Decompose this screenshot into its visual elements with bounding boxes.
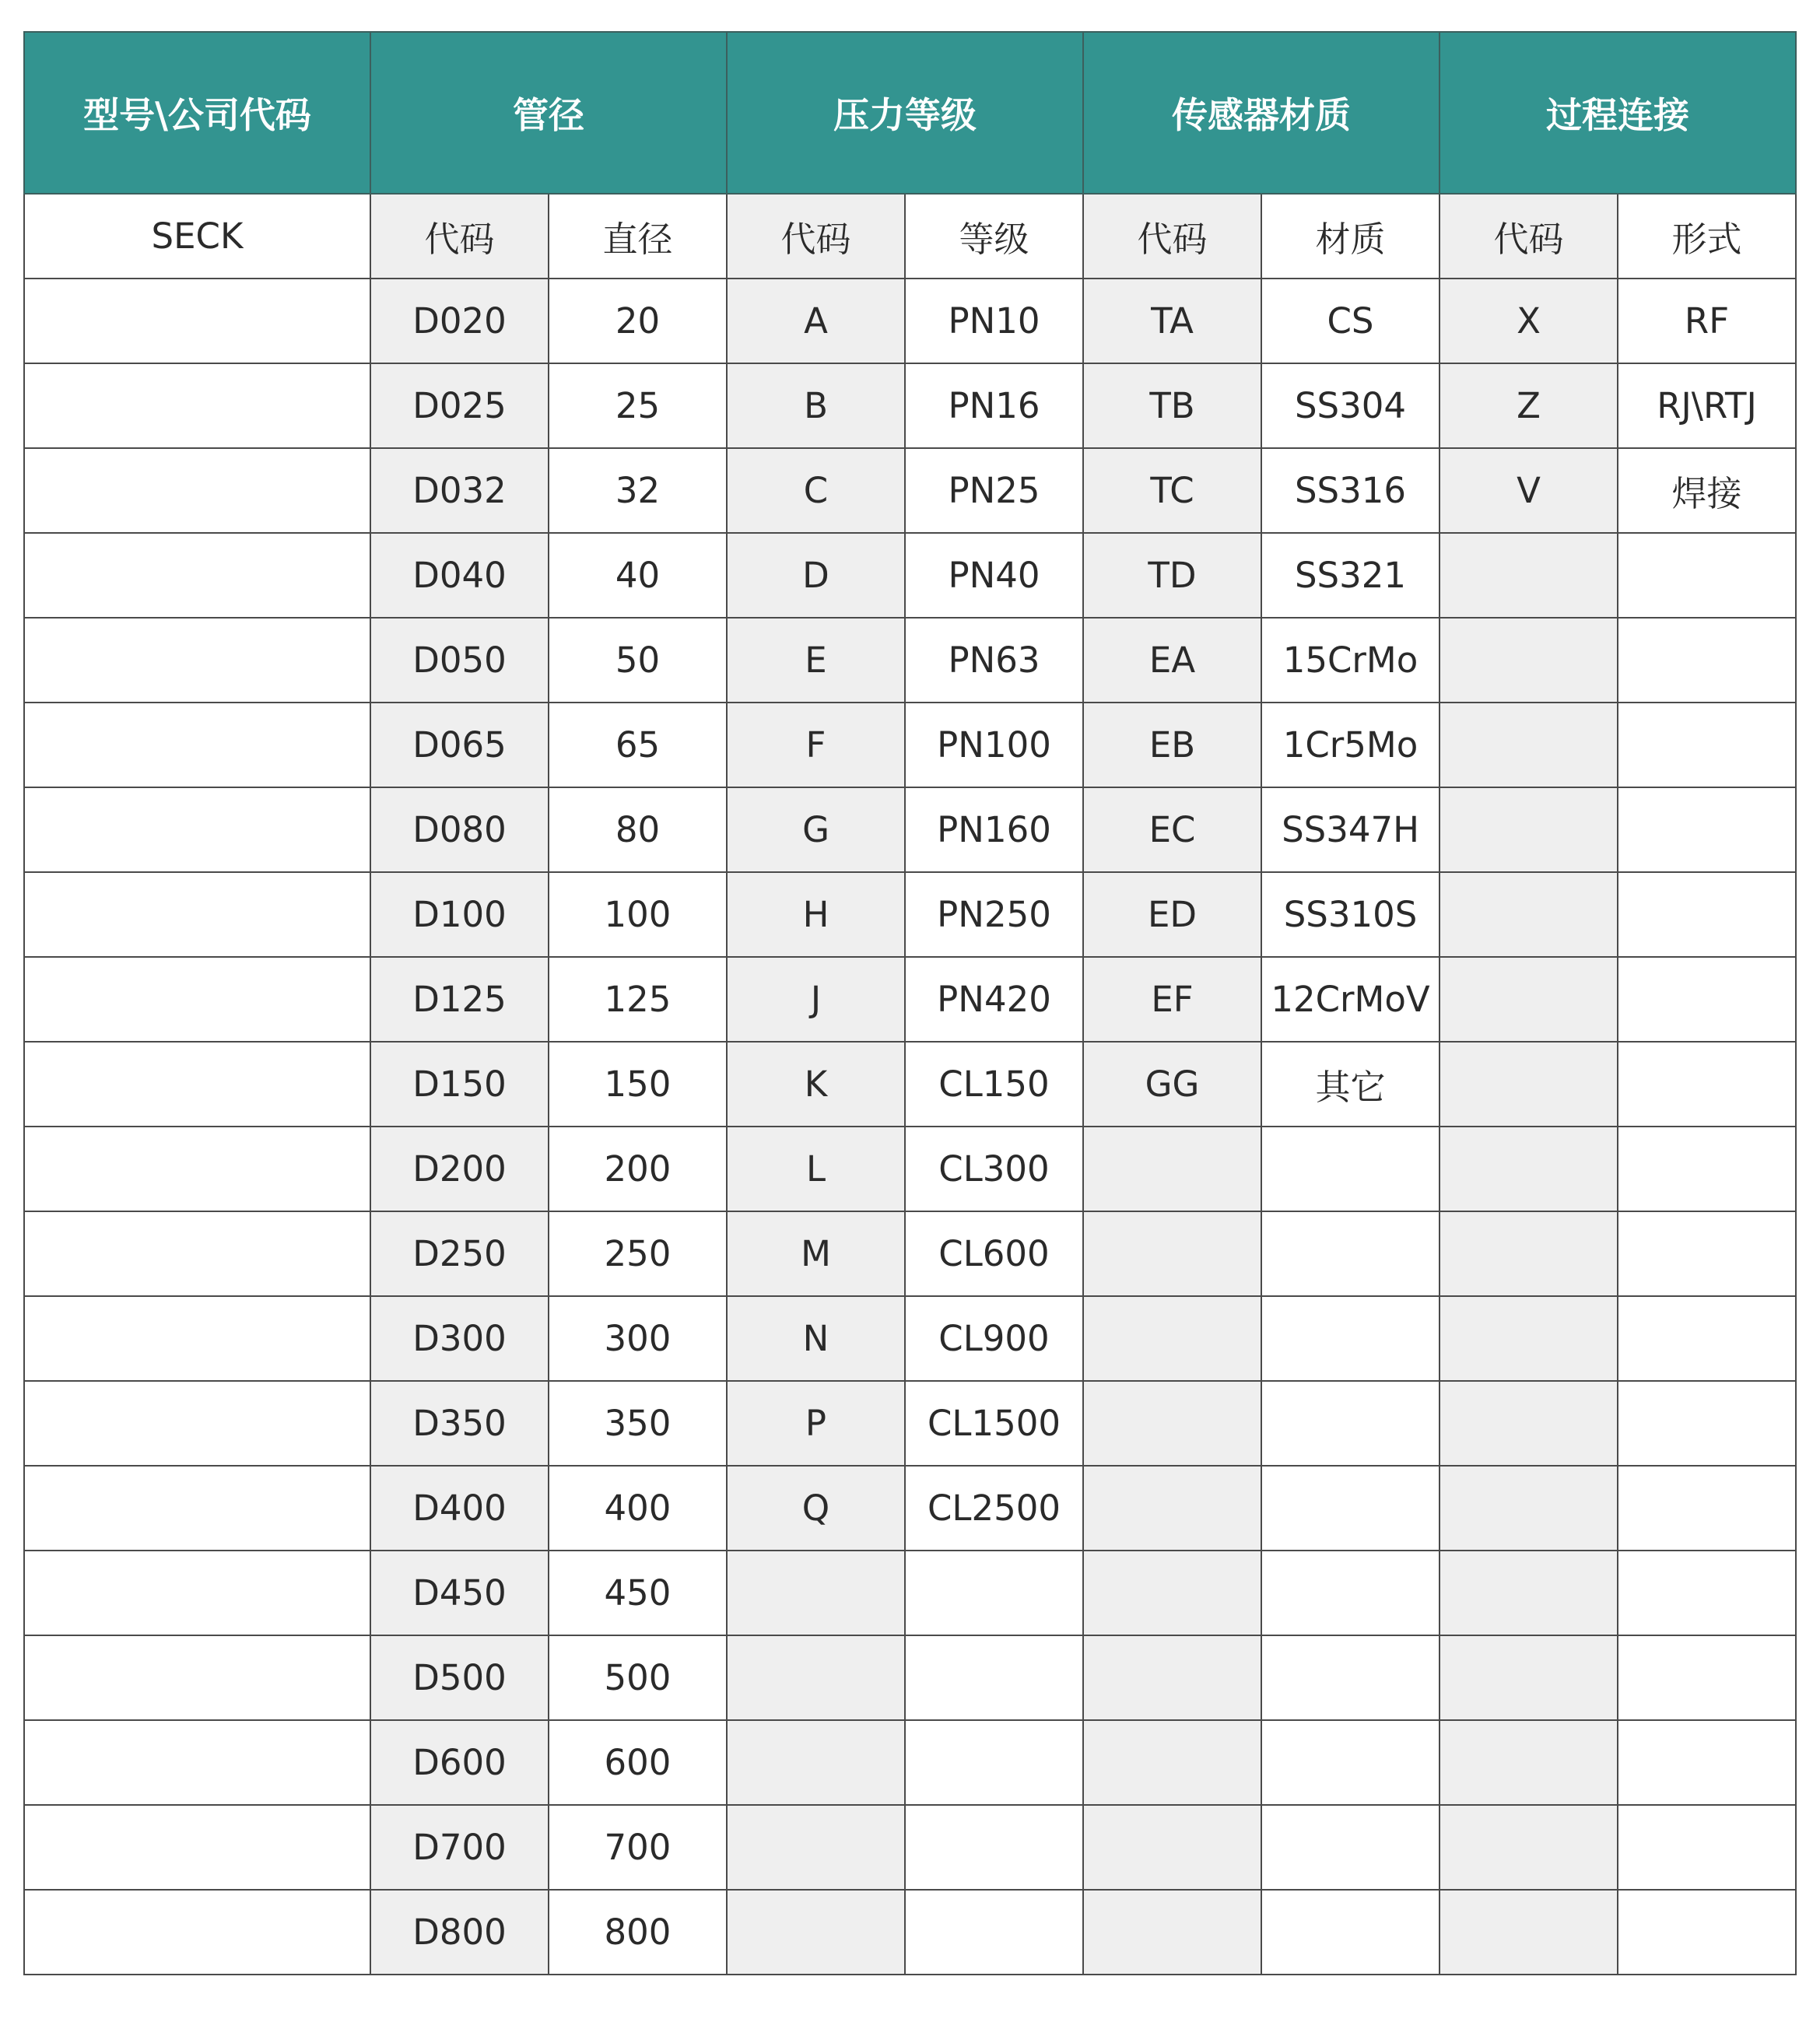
connection-code-cell [1440, 1211, 1618, 1296]
pressure-rating-cell: PN40 [905, 533, 1083, 618]
pressure-rating-cell [905, 1551, 1083, 1635]
connection-code-cell [1440, 1551, 1618, 1635]
table-row [24, 872, 1796, 957]
model-empty-cell [24, 448, 370, 533]
table-row [24, 1042, 1796, 1127]
material-cell [1261, 1720, 1440, 1805]
pressure-code-cell: K [727, 1042, 905, 1127]
material-code-cell [1083, 1381, 1261, 1466]
model-empty-cell [24, 1042, 370, 1127]
connection-code-cell [1440, 872, 1618, 957]
pipe-code-cell: D125 [370, 957, 549, 1042]
material-cell [1261, 1381, 1440, 1466]
material-cell [1261, 1127, 1440, 1211]
table-row [24, 1127, 1796, 1211]
pressure-code-cell: H [727, 872, 905, 957]
material-cell [1261, 1466, 1440, 1551]
pressure-rating-cell: CL300 [905, 1127, 1083, 1211]
table-row [24, 1551, 1796, 1635]
material-cell: SS347H [1261, 787, 1440, 872]
connection-type-cell [1618, 1381, 1796, 1466]
material-cell: SS310S [1261, 872, 1440, 957]
pipe-code-cell: D800 [370, 1890, 549, 1975]
pressure-code-cell: B [727, 363, 905, 448]
material-cell: 12CrMoV [1261, 957, 1440, 1042]
connection-code-cell [1440, 957, 1618, 1042]
table-row [24, 1635, 1796, 1720]
connection-code-cell [1440, 1466, 1618, 1551]
diameter-cell: 500 [549, 1635, 727, 1720]
pipe-code-cell: D150 [370, 1042, 549, 1127]
connection-code-cell: V [1440, 448, 1618, 533]
diameter-cell: 20 [549, 279, 727, 363]
pipe-code-cell: D065 [370, 703, 549, 787]
pipe-code-cell: D040 [370, 533, 549, 618]
pressure-code-cell [727, 1551, 905, 1635]
connection-code-cell [1440, 1720, 1618, 1805]
pipe-code-cell: D450 [370, 1551, 549, 1635]
model-empty-cell [24, 1890, 370, 1975]
model-empty-cell [24, 533, 370, 618]
pipe-code-cell: D400 [370, 1466, 549, 1551]
diameter-cell: 40 [549, 533, 727, 618]
material-cell: 1Cr5Mo [1261, 703, 1440, 787]
table-row [24, 363, 1796, 448]
connection-type-cell [1618, 1890, 1796, 1975]
connection-type-cell [1618, 1466, 1796, 1551]
pressure-rating-cell: CL150 [905, 1042, 1083, 1127]
model-empty-cell [24, 703, 370, 787]
material-code-cell: EF [1083, 957, 1261, 1042]
pressure-rating-cell: PN420 [905, 957, 1083, 1042]
material-code-cell: TB [1083, 363, 1261, 448]
pressure-code-cell [727, 1805, 905, 1890]
model-empty-cell [24, 1381, 370, 1466]
table-row [24, 618, 1796, 703]
model-empty-cell [24, 1805, 370, 1890]
pipe-code-cell: D350 [370, 1381, 549, 1466]
diameter-cell: 450 [549, 1551, 727, 1635]
sub-header-connection-code: 代码 [1440, 194, 1618, 279]
material-code-cell: EC [1083, 787, 1261, 872]
sub-header-row [24, 194, 1796, 279]
material-cell [1261, 1296, 1440, 1381]
table-row [24, 703, 1796, 787]
model-empty-cell [24, 1551, 370, 1635]
model-empty-cell [24, 1466, 370, 1551]
header-process-connection: 过程连接 [1440, 32, 1796, 194]
pipe-code-cell: D025 [370, 363, 549, 448]
material-code-cell [1083, 1296, 1261, 1381]
pipe-code-cell: D200 [370, 1127, 549, 1211]
model-empty-cell [24, 618, 370, 703]
pressure-code-cell: G [727, 787, 905, 872]
pressure-code-cell: E [727, 618, 905, 703]
diameter-cell: 800 [549, 1890, 727, 1975]
pressure-rating-cell [905, 1805, 1083, 1890]
sub-header-pressure-rating: 等级 [905, 194, 1083, 279]
table-row [24, 1296, 1796, 1381]
pressure-rating-cell: PN160 [905, 787, 1083, 872]
connection-type-cell [1618, 1720, 1796, 1805]
sub-header-pipe-code: 代码 [370, 194, 549, 279]
table-row [24, 1466, 1796, 1551]
diameter-cell: 350 [549, 1381, 727, 1466]
connection-code-cell [1440, 1635, 1618, 1720]
model-empty-cell [24, 279, 370, 363]
pressure-code-cell: P [727, 1381, 905, 1466]
connection-type-cell [1618, 703, 1796, 787]
material-code-cell [1083, 1551, 1261, 1635]
model-empty-cell [24, 363, 370, 448]
connection-code-cell [1440, 1296, 1618, 1381]
table-row [24, 957, 1796, 1042]
pressure-rating-cell: CL600 [905, 1211, 1083, 1296]
table-row [24, 1720, 1796, 1805]
pressure-code-cell: A [727, 279, 905, 363]
table-row [24, 533, 1796, 618]
material-cell: CS [1261, 279, 1440, 363]
model-empty-cell [24, 1720, 370, 1805]
pressure-code-cell: J [727, 957, 905, 1042]
connection-type-cell [1618, 1211, 1796, 1296]
model-code-cell: SECK [24, 194, 370, 279]
pressure-code-cell: C [727, 448, 905, 533]
pressure-rating-cell [905, 1720, 1083, 1805]
pipe-code-cell: D100 [370, 872, 549, 957]
material-cell [1261, 1805, 1440, 1890]
material-code-cell: TA [1083, 279, 1261, 363]
pressure-rating-cell [905, 1890, 1083, 1975]
material-code-cell [1083, 1890, 1261, 1975]
pressure-rating-cell: CL2500 [905, 1466, 1083, 1551]
table-row [24, 787, 1796, 872]
header-sensor-material: 传感器材质 [1083, 32, 1440, 194]
connection-type-cell [1618, 533, 1796, 618]
connection-type-cell [1618, 1635, 1796, 1720]
material-code-cell [1083, 1805, 1261, 1890]
connection-type-cell [1618, 1127, 1796, 1211]
material-code-cell: TD [1083, 533, 1261, 618]
diameter-cell: 600 [549, 1720, 727, 1805]
sub-header-material: 材质 [1261, 194, 1440, 279]
pipe-code-cell: D300 [370, 1296, 549, 1381]
model-empty-cell [24, 957, 370, 1042]
pressure-code-cell: L [727, 1127, 905, 1211]
model-empty-cell [24, 787, 370, 872]
pressure-code-cell: D [727, 533, 905, 618]
diameter-cell: 80 [549, 787, 727, 872]
diameter-cell: 250 [549, 1211, 727, 1296]
material-code-cell [1083, 1127, 1261, 1211]
connection-type-cell: 焊接 [1618, 448, 1796, 533]
pressure-rating-cell: PN100 [905, 703, 1083, 787]
pressure-rating-cell: PN16 [905, 363, 1083, 448]
header-pipe-diameter: 管径 [370, 32, 727, 194]
table-row [24, 1381, 1796, 1466]
table-row [24, 1211, 1796, 1296]
header-model-code: 型号\公司代码 [24, 32, 370, 194]
model-empty-cell [24, 1296, 370, 1381]
material-cell: 其它 [1261, 1042, 1440, 1127]
table-body [24, 194, 1796, 1975]
pressure-code-cell: N [727, 1296, 905, 1381]
table-row [24, 1805, 1796, 1890]
connection-type-cell [1618, 1551, 1796, 1635]
material-cell [1261, 1890, 1440, 1975]
material-code-cell: ED [1083, 872, 1261, 957]
pressure-rating-cell: PN250 [905, 872, 1083, 957]
pressure-rating-cell: PN63 [905, 618, 1083, 703]
table-row [24, 279, 1796, 363]
connection-code-cell [1440, 618, 1618, 703]
model-empty-cell [24, 1211, 370, 1296]
table-header-row [24, 32, 1796, 194]
table-row [24, 448, 1796, 533]
diameter-cell: 700 [549, 1805, 727, 1890]
pressure-rating-cell: CL1500 [905, 1381, 1083, 1466]
pressure-rating-cell: PN10 [905, 279, 1083, 363]
connection-code-cell [1440, 1042, 1618, 1127]
connection-code-cell [1440, 1890, 1618, 1975]
pressure-rating-cell [905, 1635, 1083, 1720]
connection-type-cell [1618, 1805, 1796, 1890]
diameter-cell: 400 [549, 1466, 727, 1551]
pipe-code-cell: D080 [370, 787, 549, 872]
pipe-code-cell: D700 [370, 1805, 549, 1890]
material-cell [1261, 1211, 1440, 1296]
connection-code-cell [1440, 1127, 1618, 1211]
diameter-cell: 65 [549, 703, 727, 787]
pressure-rating-cell: CL900 [905, 1296, 1083, 1381]
sub-header-pressure-code: 代码 [727, 194, 905, 279]
material-code-cell: TC [1083, 448, 1261, 533]
sub-header-pipe-diameter: 直径 [549, 194, 727, 279]
pipe-code-cell: D032 [370, 448, 549, 533]
pressure-rating-cell: PN25 [905, 448, 1083, 533]
material-code-cell: GG [1083, 1042, 1261, 1127]
diameter-cell: 125 [549, 957, 727, 1042]
material-cell [1261, 1551, 1440, 1635]
model-empty-cell [24, 1635, 370, 1720]
diameter-cell: 50 [549, 618, 727, 703]
pressure-code-cell: F [727, 703, 905, 787]
connection-code-cell: Z [1440, 363, 1618, 448]
material-cell: SS316 [1261, 448, 1440, 533]
sub-header-connection-type: 形式 [1618, 194, 1796, 279]
connection-type-cell [1618, 1042, 1796, 1127]
diameter-cell: 25 [549, 363, 727, 448]
pipe-code-cell: D020 [370, 279, 549, 363]
material-code-cell [1083, 1635, 1261, 1720]
diameter-cell: 150 [549, 1042, 727, 1127]
model-empty-cell [24, 872, 370, 957]
material-cell [1261, 1635, 1440, 1720]
pressure-code-cell [727, 1635, 905, 1720]
connection-code-cell [1440, 703, 1618, 787]
diameter-cell: 100 [549, 872, 727, 957]
diameter-cell: 200 [549, 1127, 727, 1211]
connection-code-cell [1440, 533, 1618, 618]
header-pressure-rating: 压力等级 [727, 32, 1083, 194]
diameter-cell: 300 [549, 1296, 727, 1381]
pipe-code-cell: D500 [370, 1635, 549, 1720]
pipe-code-cell: D050 [370, 618, 549, 703]
material-code-cell: EB [1083, 703, 1261, 787]
table-row [24, 1890, 1796, 1975]
pipe-code-cell: D250 [370, 1211, 549, 1296]
connection-type-cell [1618, 957, 1796, 1042]
material-code-cell [1083, 1720, 1261, 1805]
connection-code-cell [1440, 1805, 1618, 1890]
diameter-cell: 32 [549, 448, 727, 533]
connection-type-cell: RJ\RTJ [1618, 363, 1796, 448]
material-cell: SS304 [1261, 363, 1440, 448]
pressure-code-cell: Q [727, 1466, 905, 1551]
pressure-code-cell: M [727, 1211, 905, 1296]
material-cell: 15CrMo [1261, 618, 1440, 703]
material-code-cell [1083, 1466, 1261, 1551]
pipe-code-cell: D600 [370, 1720, 549, 1805]
sub-header-material-code: 代码 [1083, 194, 1261, 279]
connection-code-cell: X [1440, 279, 1618, 363]
pressure-code-cell [727, 1720, 905, 1805]
connection-type-cell: RF [1618, 279, 1796, 363]
connection-code-cell [1440, 787, 1618, 872]
material-code-cell [1083, 1211, 1261, 1296]
connection-type-cell [1618, 872, 1796, 957]
material-code-cell: EA [1083, 618, 1261, 703]
connection-type-cell [1618, 618, 1796, 703]
model-empty-cell [24, 1127, 370, 1211]
material-cell: SS321 [1261, 533, 1440, 618]
model-selection-table [23, 31, 1797, 1975]
connection-code-cell [1440, 1381, 1618, 1466]
pressure-code-cell [727, 1890, 905, 1975]
connection-type-cell [1618, 1296, 1796, 1381]
connection-type-cell [1618, 787, 1796, 872]
